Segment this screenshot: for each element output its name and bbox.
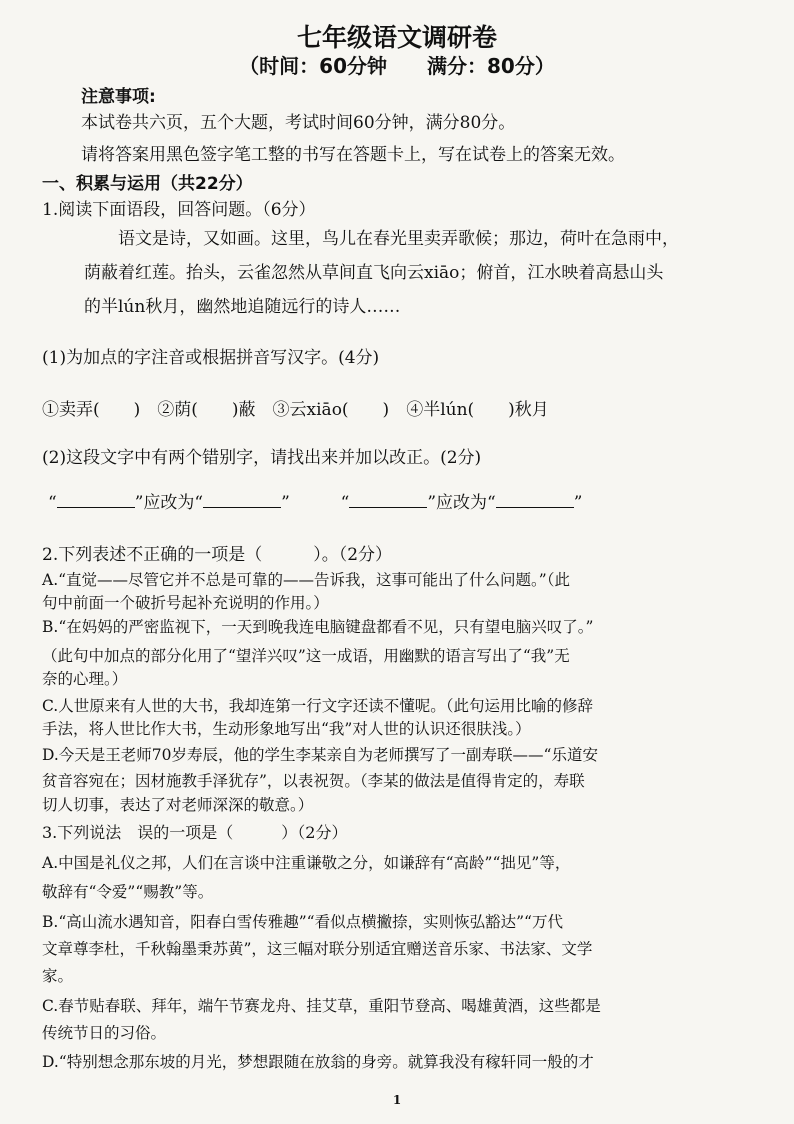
quote-open-2: “	[340, 493, 350, 513]
quote-close: ”	[281, 493, 290, 513]
q2-line-1: A.“直觉——尽管它并不总是可靠的——告诉我，这事可能出了什么问题。”（此	[42, 571, 570, 589]
q2-line-7: 手法，将人世比作大书，生动形象地写出“我”对人世的认识还很肤浅。）	[42, 720, 531, 738]
should-change-to: ”应改为“	[134, 493, 204, 513]
exam-title: 七年级语文调研卷	[296, 23, 497, 52]
q3-line-7: 传统节日的习俗。	[42, 1024, 167, 1042]
section-1-heading: 一、积累与运用（共22分）	[42, 174, 253, 194]
q2-line-6: C.人世原来有人世的大书，我却连第一行文字还读不懂呢。（此句运用比喻的修辞	[42, 697, 593, 715]
q3-line-2: 敬辞有“令爱”“赐教”等。	[42, 883, 214, 901]
q1-sub1: (1)为加点的字注音或根据拼音写汉字。(4分)	[42, 348, 380, 368]
q2-line-2: 句中前面一个破折号起补充说明的作用。）	[42, 594, 329, 612]
should-change-to-2: ”应改为“	[427, 493, 496, 513]
answer-blank-4[interactable]	[496, 493, 574, 508]
page-number: 1	[392, 1093, 402, 1107]
q3-line-4: 文章尊李杜，千秋翰墨秉苏黄”，这三幅对联分别适宜赠送音乐家、书法家、文学	[42, 940, 593, 958]
notice-heading: 注意事项:	[81, 87, 156, 107]
q3-line-1: A.中国是礼仪之邦，人们在言谈中注重谦敬之分，如谦辞有“高龄”“拙见”等，	[42, 854, 571, 872]
q1-passage-line-2: 荫蔽着红莲。抬头，云雀忽然从草间直飞向云xiāo；俯首，江水映着高悬山头	[84, 263, 664, 283]
answer-blank-3[interactable]	[349, 493, 427, 508]
q3-line-3: B.“高山流水遇知音，阳春白雪传雅趣”“看似点横撇捺，实则恢弘豁达”“万代	[42, 913, 563, 931]
q3-line-6: C.春节贴春联、拜年，端午节赛龙舟、挂艾草，重阳节登高、喝雄黄酒，这些都是	[42, 997, 601, 1015]
q3-line-5: 家。	[42, 967, 74, 985]
quote-open: “	[48, 493, 57, 513]
q1-passage-line-3: 的半lún秋月，幽然地追随远行的诗人……	[84, 297, 401, 317]
answer-blank-1[interactable]	[57, 493, 135, 508]
notice-line-2: 请将答案用黑色签字笔工整的书写在答题卡上，写在试卷上的答案无效。	[81, 145, 625, 165]
q1-sub2: (2)这段文字中有两个错别字，请找出来并加以改正。(2分)	[42, 448, 482, 468]
q2-line-10: 切人切事，表达了对老师深深的敬意。）	[42, 796, 314, 814]
q1-sub1-items: ①卖弄( ) ②荫( )蔽 ③云xiāo( ) ④半lún( )秋月	[42, 400, 549, 420]
q2-stem: 2.下列表述不正确的一项是（ ）。（2分）	[42, 545, 393, 565]
answer-blank-2[interactable]	[203, 493, 281, 508]
q3-line-8: D.“特别想念那东坡的月光，梦想跟随在放翁的身旁。就算我没有稼轩同一般的才	[42, 1053, 594, 1071]
q1-sub2-answer-line	[48, 488, 582, 513]
q2-line-5: 奈的心理。）	[42, 670, 128, 688]
exam-subtitle: （时间：60分钟 满分：80分）	[239, 54, 555, 78]
q2-line-4: （此句中加点的部分化用了“望洋兴叹”这一成语，用幽默的语言写出了“我”无	[42, 647, 570, 665]
notice-line-1: 本试卷共六页，五个大题，考试时间60分钟，满分80分。	[81, 113, 516, 133]
q2-line-9: 贫音容宛在；因材施教手泽犹存”，以表祝贺。（李某的做法是值得肯定的，寿联	[42, 772, 585, 790]
q2-line-3: B.“在妈妈的严密监视下，一天到晚我连电脑键盘都看不见，只有望电脑兴叹了。”	[42, 618, 594, 636]
quote-close-2: ”	[573, 493, 583, 513]
q1-passage-line-1: 语文是诗，又如画。这里，鸟儿在春光里卖弄歌候；那边，荷叶在急雨中，	[118, 229, 679, 249]
q3-stem: 3.下列说法 误的一项是（ ）（2分）	[42, 823, 348, 842]
q1-stem: 1.阅读下面语段，回答问题。（6分）	[42, 200, 316, 220]
q2-line-8: D.今天是王老师70岁寿辰，他的学生李某亲自为老师撰写了一副寿联——“乐道安	[42, 746, 598, 764]
